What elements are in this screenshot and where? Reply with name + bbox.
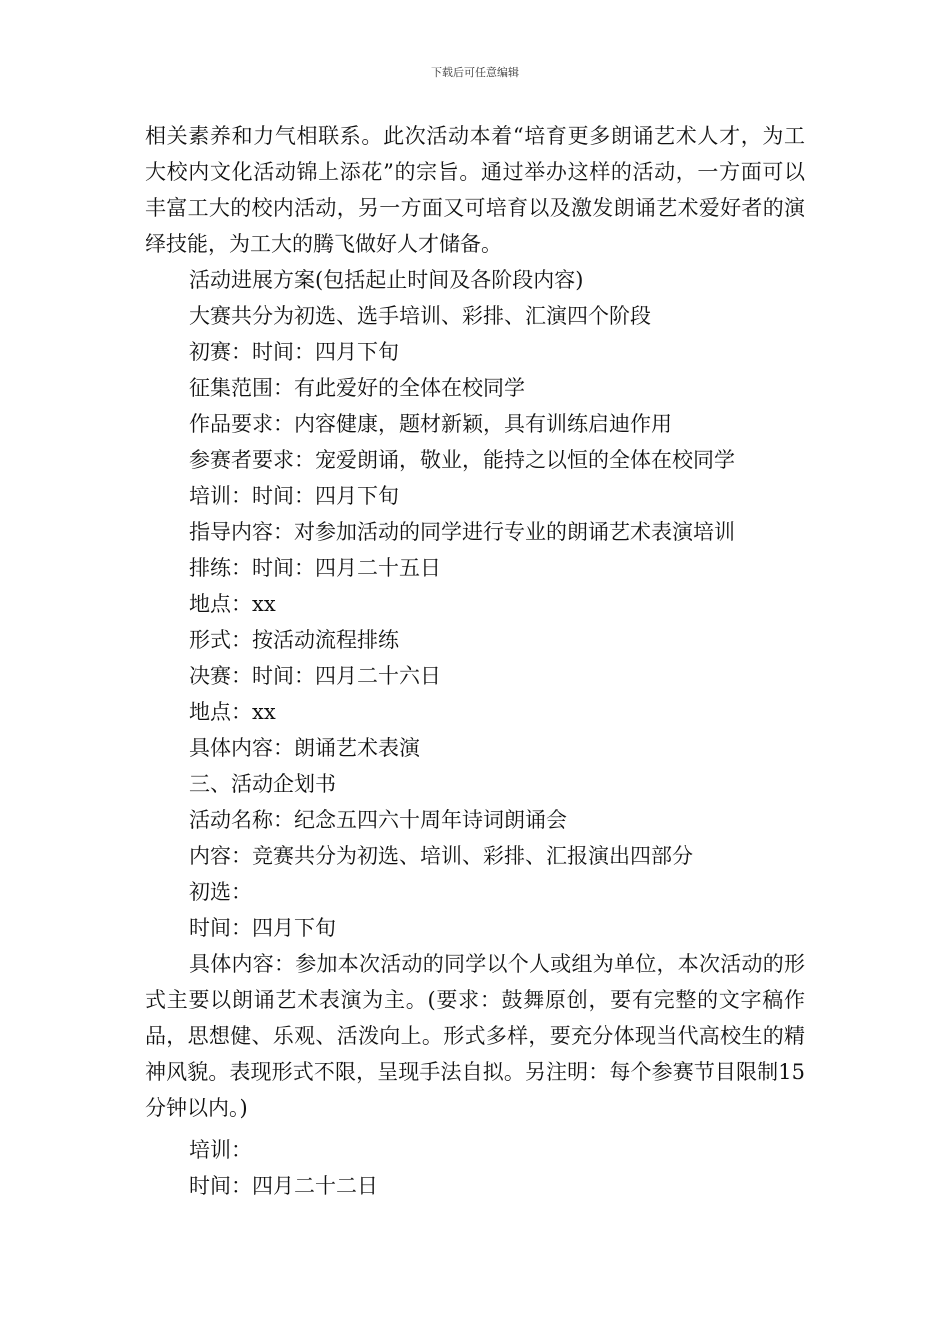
participant-requirement-line: 参赛者要求：宠爱朗诵，敬业，能持之以恒的全体在校同学 bbox=[189, 448, 735, 472]
page-header: 下载后可任意编辑 bbox=[431, 66, 519, 79]
preliminary-date-line: 时间：四月下旬 bbox=[189, 916, 336, 940]
rehearsal-time-line: 排练：时间：四月二十五日 bbox=[189, 556, 441, 580]
training-time-line: 培训：时间：四月下旬 bbox=[189, 484, 399, 508]
final-time-line: 决赛：时间：四月二十六日 bbox=[189, 664, 441, 688]
scope-line: 征集范围：有此爱好的全体在校同学 bbox=[189, 376, 525, 400]
stages-line: 大赛共分为初选、选手培训、彩排、汇演四个阶段 bbox=[189, 304, 651, 328]
rehearsal-format-line: 形式：按活动流程排练 bbox=[189, 628, 399, 652]
intro-paragraph: 相关素养和力气相联系。此次活动本着“培育更多朗诵艺术人才，为工大校内文化活动锦上添花”的宗旨。通过举办这样的活动，一方面可以丰富工大的校内活动，另一方面又可培育以及激发朗诵艺术爱好者的演绎技能，为工大的腾飞做好人才储备。 bbox=[145, 124, 805, 256]
document-body bbox=[145, 118, 805, 1204]
preliminary-time-line: 初赛：时间：四月下旬 bbox=[189, 340, 399, 364]
work-requirement-line: 作品要求：内容健康，题材新颖，具有训练启迪作用 bbox=[189, 412, 672, 436]
preliminary-label-line: 初选： bbox=[189, 880, 252, 904]
guidance-content-line: 指导内容：对参加活动的同学进行专业的朗诵艺术表演培训 bbox=[189, 520, 735, 544]
plan-heading-line: 活动进展方案(包括起止时间及各阶段内容) bbox=[189, 268, 584, 292]
training-date-line: 时间：四月二十二日 bbox=[189, 1174, 378, 1198]
activity-content-line: 内容：竞赛共分为初选、培训、彩排、汇报演出四部分 bbox=[189, 844, 693, 868]
details-paragraph: 具体内容：参加本次活动的同学以个人或组为单位，本次活动的形式主要以朗诵艺术表演为主。(要求：鼓舞原创，要有完整的文字稿作品，思想健、乐观、活泼向上。形式多样，要充分体现当代高校生的精神风貌。表现形式不限，呈现手法自拟。另注明：每个参赛节目限制15分钟以内。) bbox=[145, 952, 805, 1120]
rehearsal-location-line: 地点：xx bbox=[189, 592, 276, 616]
activity-name-line: 活动名称：纪念五四六十周年诗词朗诵会 bbox=[189, 808, 567, 832]
training-label-line: 培训： bbox=[189, 1138, 252, 1162]
final-content-line: 具体内容：朗诵艺术表演 bbox=[189, 736, 420, 760]
section-three-heading: 三、活动企划书 bbox=[189, 772, 336, 796]
final-location-line: 地点：xx bbox=[189, 700, 276, 724]
